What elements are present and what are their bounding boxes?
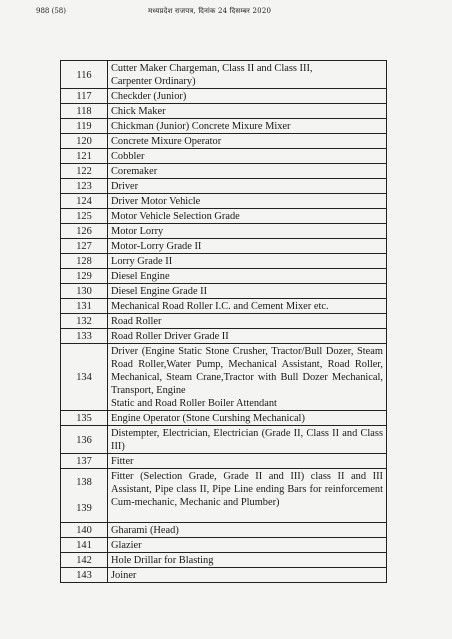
- serial-number: 132: [61, 314, 108, 329]
- designation-table: [60, 60, 387, 583]
- table-row: [61, 344, 387, 411]
- designation-cell: [108, 553, 387, 568]
- serial-number: 142: [61, 553, 108, 568]
- serial-number: 136: [61, 426, 108, 454]
- designation-cell: [108, 209, 387, 224]
- designation-text: Mechanical Road Roller I.C. and Cement Mixer etc.: [111, 301, 329, 312]
- serial-number: 137: [61, 454, 108, 469]
- table-row: [61, 523, 387, 538]
- table-row: [61, 314, 387, 329]
- designation-cell: [108, 119, 387, 134]
- designation-text: Gharami (Head): [111, 525, 179, 536]
- table-row: [61, 553, 387, 568]
- serial-number: 118: [61, 104, 108, 119]
- designation-text: Motor Lorry: [111, 226, 164, 237]
- designation-cell: [108, 538, 387, 553]
- serial-number: 125: [61, 209, 108, 224]
- designation-cell: [108, 344, 387, 411]
- designation-text: Driver Motor Vehicle: [111, 196, 201, 207]
- designation-cell: [108, 454, 387, 469]
- table-row: [61, 538, 387, 553]
- serial-number: 116: [61, 61, 108, 89]
- designation-text: Fitter (Selection Grade, Grade II and III) class II and III Assistant, Pipe class II, Pipe Line ending Bars for reinforcement Cum-mechanic, Mechanic and Plumber): [111, 471, 383, 508]
- table-row: [61, 254, 387, 269]
- designation-text: Cutter Maker Chargeman, Class II and Class III,: [111, 63, 313, 74]
- table-row: [61, 134, 387, 149]
- table-row: [61, 179, 387, 194]
- table-row: [61, 454, 387, 469]
- designation-text: Driver: [111, 181, 139, 192]
- designation-text: Motor-Lorry Grade II: [111, 241, 202, 252]
- table-row: [61, 119, 387, 134]
- designation-cell: [108, 164, 387, 179]
- serial-number: 138 139: [61, 469, 108, 523]
- designation-cell: [108, 329, 387, 344]
- designation-text: Glazier: [111, 540, 142, 551]
- designation-cell: [108, 179, 387, 194]
- table-row: [61, 61, 387, 89]
- designation-cell: [108, 314, 387, 329]
- serial-number: 129: [61, 269, 108, 284]
- serial-number: 135: [61, 411, 108, 426]
- table-row: [61, 194, 387, 209]
- designation-text: Static and Road Roller Boiler Attendant: [111, 398, 277, 409]
- serial-number: 130: [61, 284, 108, 299]
- designation-text: Road Roller: [111, 316, 162, 327]
- serial-number: 131: [61, 299, 108, 314]
- table-row: [61, 104, 387, 119]
- table-row: [61, 284, 387, 299]
- designation-cell: [108, 149, 387, 164]
- page-number: 988 (58): [36, 7, 66, 15]
- table-row: [61, 224, 387, 239]
- table-row: [61, 149, 387, 164]
- designation-text: Joiner: [111, 570, 137, 581]
- designation-text: Motor Vehicle Selection Grade: [111, 211, 240, 222]
- designation-cell: [108, 239, 387, 254]
- designation-text: Chick Maker: [111, 106, 166, 117]
- designation-text: Lorry Grade II: [111, 256, 173, 267]
- table-row: [61, 329, 387, 344]
- serial-number: 126: [61, 224, 108, 239]
- serial-number: 140: [61, 523, 108, 538]
- designation-cell: [108, 523, 387, 538]
- serial-number: 119: [61, 119, 108, 134]
- serial-number: 120: [61, 134, 108, 149]
- table-row: [61, 411, 387, 426]
- designation-text: Fitter: [111, 456, 134, 467]
- designation-cell: [108, 224, 387, 239]
- designation-text: Driver (Engine Static Stone Crusher, Tractor/Bull Dozer, Steam Road Roller,Water Pump, Mechanical Assistant, Road Roller, Mechanical, Steam Crane,Tractor with Bull Dozer Mechanical, Transport, Engine: [111, 346, 383, 396]
- designation-cell: [108, 284, 387, 299]
- designation-cell: [108, 469, 387, 523]
- designation-cell: [108, 411, 387, 426]
- serial-number: 123: [61, 179, 108, 194]
- serial-number: 133: [61, 329, 108, 344]
- designation-cell: [108, 89, 387, 104]
- designation-cell: [108, 104, 387, 119]
- table-row: [61, 89, 387, 104]
- designation-cell: [108, 269, 387, 284]
- serial-number: 134: [61, 344, 108, 411]
- table-row: [61, 299, 387, 314]
- table-row: [61, 426, 387, 454]
- designation-text: Engine Operator (Stone Curshing Mechanical): [111, 413, 305, 424]
- designation-text: Road Roller Driver Grade II: [111, 331, 229, 342]
- designation-text: Checkder (Junior): [111, 91, 187, 102]
- designation-cell: [108, 426, 387, 454]
- serial-number: 124: [61, 194, 108, 209]
- table-row: [61, 164, 387, 179]
- designation-cell: [108, 134, 387, 149]
- table-row: [61, 239, 387, 254]
- designation-cell: [108, 194, 387, 209]
- designation-text: Carpenter Ordinary): [111, 76, 196, 87]
- designation-text: Coremaker: [111, 166, 158, 177]
- serial-number: 117: [61, 89, 108, 104]
- serial-number: 127: [61, 239, 108, 254]
- designation-cell: [108, 254, 387, 269]
- designation-text: Diesel Engine Grade II: [111, 286, 208, 297]
- designation-cell: [108, 299, 387, 314]
- serial-number: 141: [61, 538, 108, 553]
- serial-number: 128: [61, 254, 108, 269]
- table-row: [61, 568, 387, 583]
- designation-text: Distempter, Electrician, Electrician (Grade II, Class II and Class III): [111, 428, 383, 452]
- table-row: [61, 269, 387, 284]
- designation-table-wrapper: [60, 60, 387, 583]
- designation-cell: [108, 568, 387, 583]
- designation-text: Diesel Engine: [111, 271, 170, 282]
- designation-text: Hole Drillar for Blasting: [111, 555, 214, 566]
- designation-text: Chickman (Junior) Concrete Mixure Mixer: [111, 121, 291, 132]
- designation-text: Concrete Mixure Operator: [111, 136, 222, 147]
- table-row: [61, 469, 387, 523]
- designation-cell: [108, 61, 387, 89]
- serial-number: 143: [61, 568, 108, 583]
- designation-text: Cobbler: [111, 151, 145, 162]
- serial-number: 122: [61, 164, 108, 179]
- table-row: [61, 209, 387, 224]
- page-header: [8, 4, 444, 18]
- gazette-title: मध्यप्रदेश राजपत्र, दिनांक 24 दिसम्बर 2020: [148, 7, 272, 15]
- serial-number: 121: [61, 149, 108, 164]
